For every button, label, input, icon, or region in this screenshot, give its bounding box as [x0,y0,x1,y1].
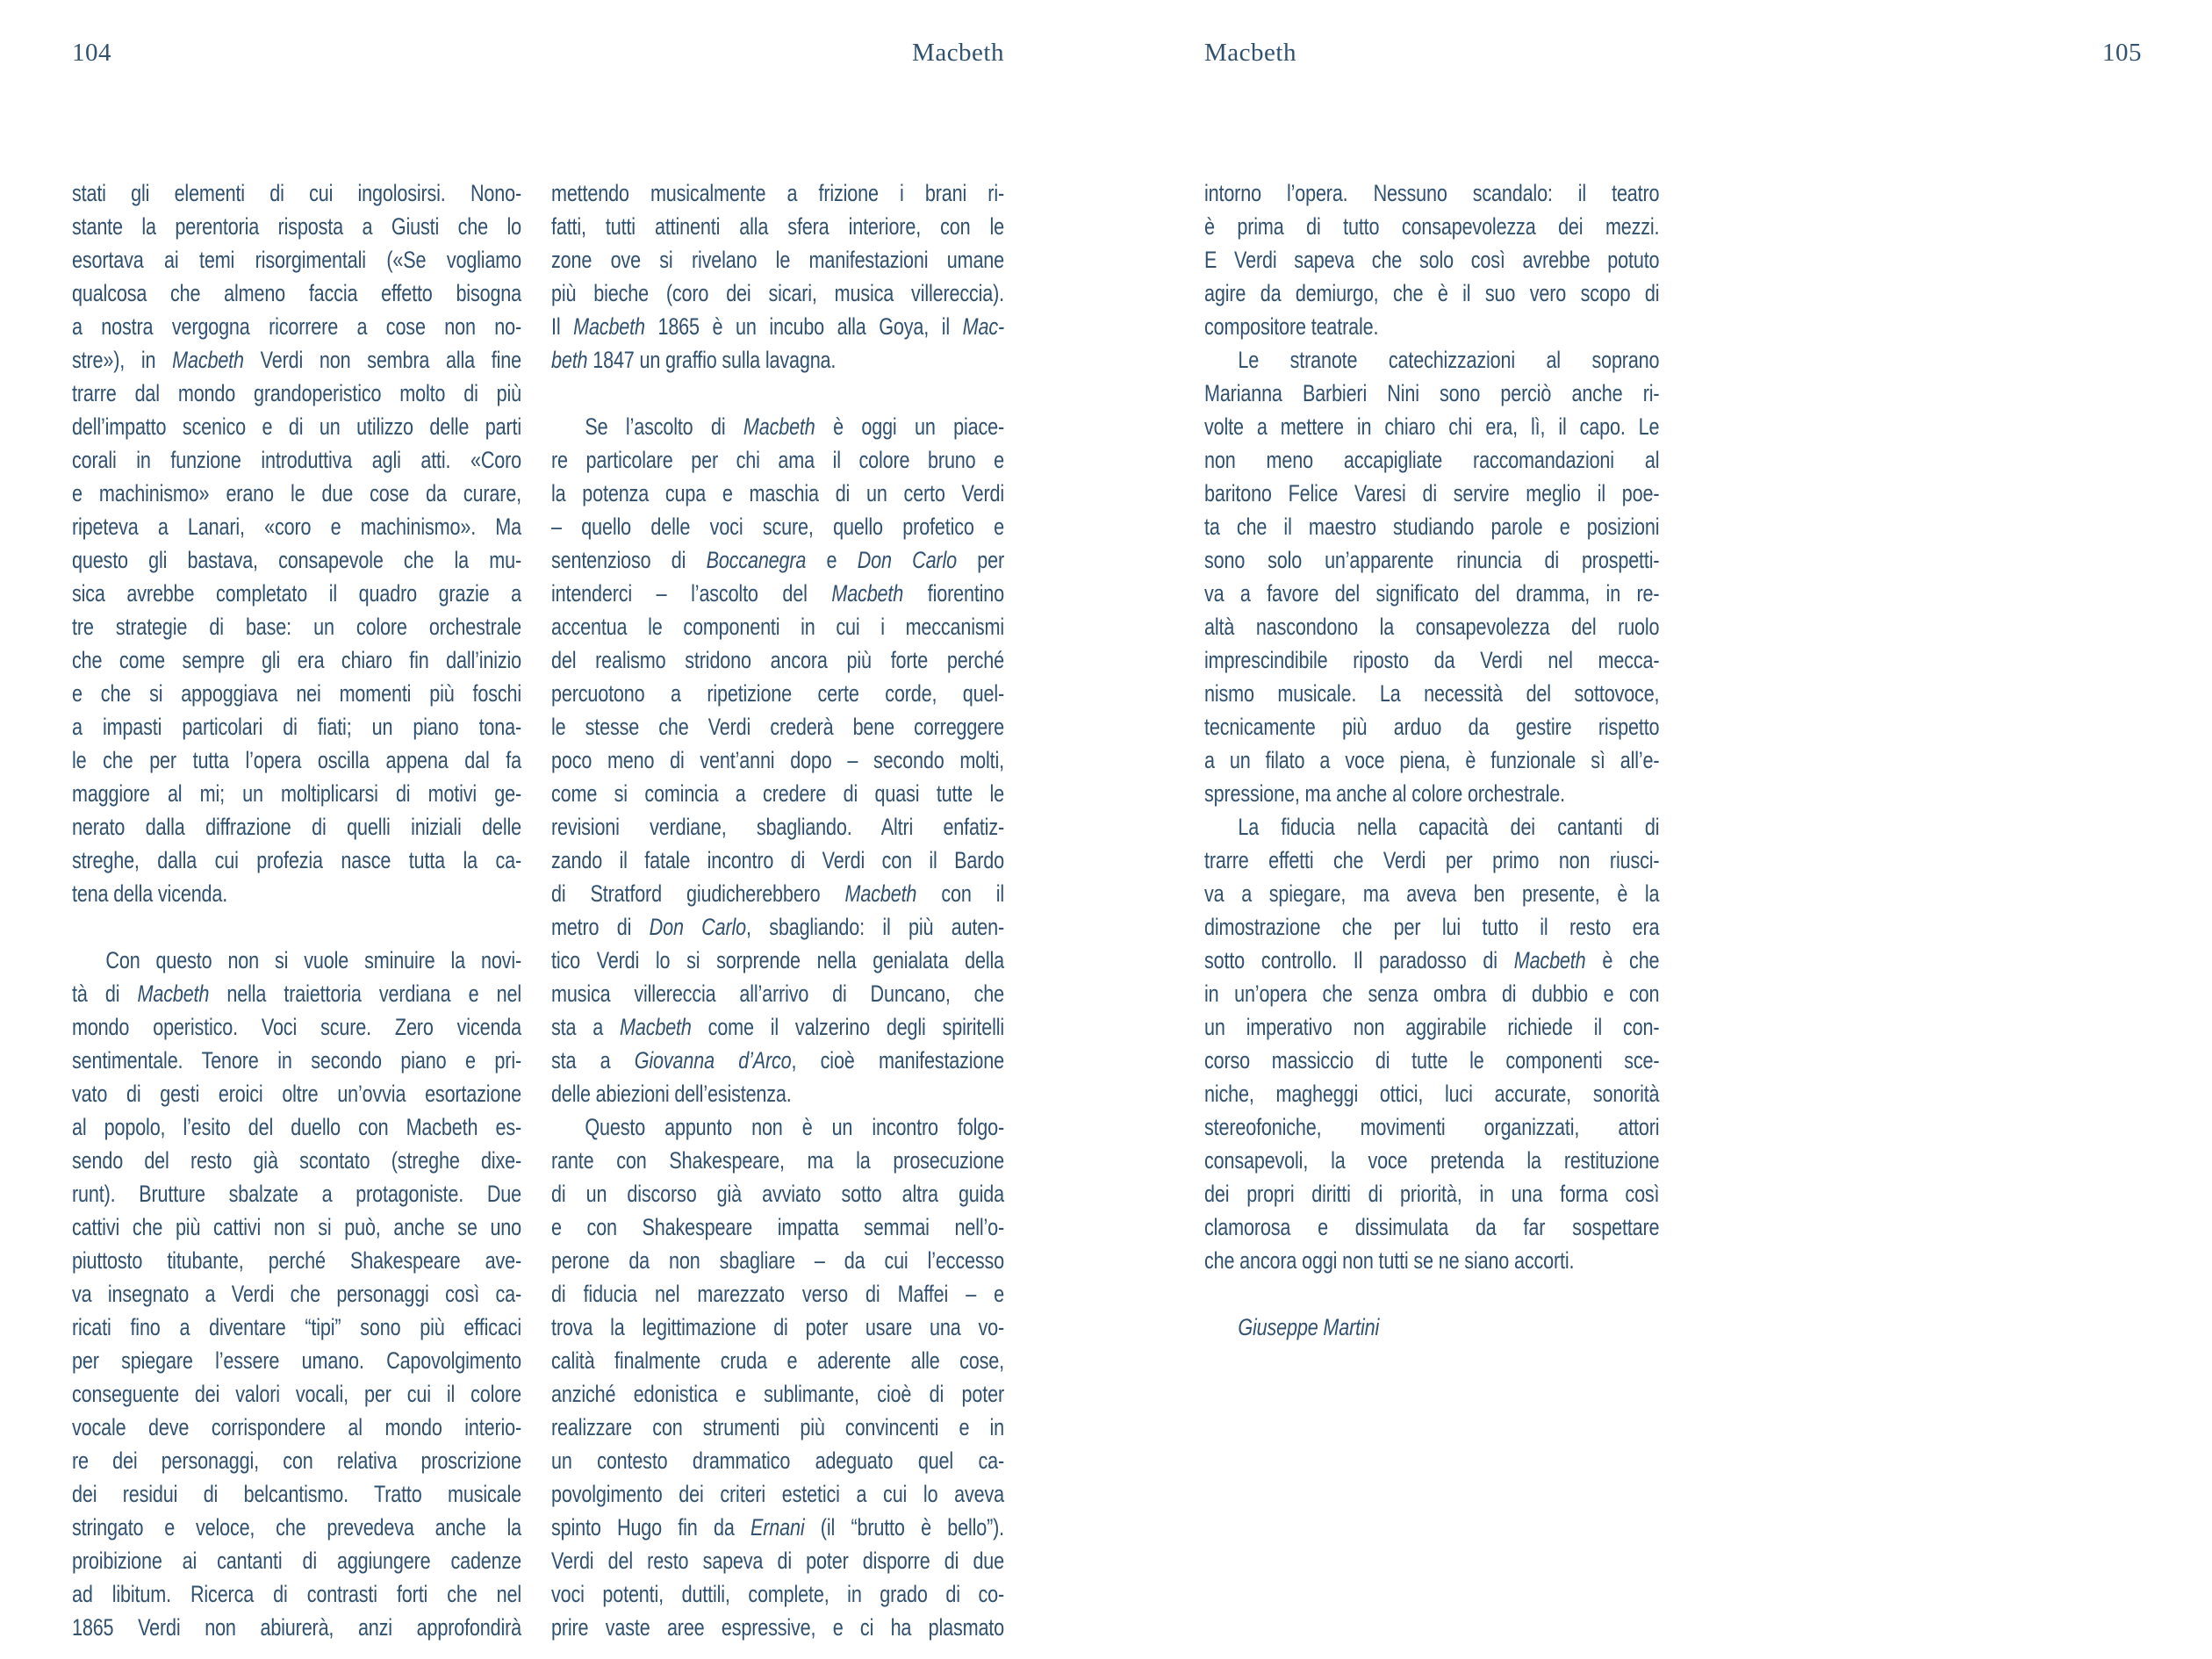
text-line: dei residui di belcantismo. Tratto musicale [72,1481,521,1507]
text-line: stre»), in Macbeth Verdi non sembra alla fine [72,347,521,373]
text-column-left [72,176,521,1644]
text-line: stringato e veloce, che prevedeva anche la [72,1514,521,1540]
text-line: e che si appoggiava nei momenti più foschi [72,680,521,707]
text-line: conseguente dei valori vocali, per cui il colore [72,1381,521,1407]
text-line: tena della vicenda. [72,880,228,907]
text-line: sono solo un’apparente rinuncia di prospetti- [1204,547,1660,573]
text-line: delle abiezioni dell’esistenza. [551,1081,792,1107]
text-line: questo gli bastava, consapevole che la mu- [72,547,521,573]
text-line: maggiore al mi; un moltiplicarsi di motivi ge- [72,780,521,807]
text-line: sta a Giovanna d’Arco, cioè manifestazione [551,1047,1004,1074]
text-line: re dei personaggi, con relativa proscrizione [72,1447,521,1474]
text-line: zando il fatale incontro di Verdi con il Bardo [551,847,1004,873]
text-line: stereofoniche, movimenti organizzati, attori [1204,1114,1660,1140]
text-line: ta che il maestro studiando parole e posizioni [1204,514,1660,540]
text-line: vato di gesti eroici oltre un’ovvia esortazione [72,1081,521,1107]
text-line: mondo operistico. Voci scure. Zero vicenda [72,1014,521,1040]
text-line: re particolare per chi ama il colore bruno e [551,447,1004,473]
text-line: nismo musicale. La necessità del sottovoce, [1204,680,1660,707]
text-line: piuttosto titubante, perché Shakespeare ave- [72,1247,521,1274]
text-line: la potenza cupa e maschia di un certo Verdi [551,480,1004,506]
text-line: Verdi del resto sapeva di poter disporre di due [551,1548,1004,1574]
text-line: corso massiccio di tutte le componenti sce- [1204,1047,1660,1074]
text-line: Se l’ascolto di Macbeth è oggi un piace- [585,413,1005,440]
text-line: proibizione ai cantanti di aggiungere cadenze [72,1548,521,1574]
text-line: tre strategie di base: un colore orchestrale [72,614,521,640]
text-line: anziché edonistica e sublimante, cioè di poter [551,1381,1004,1407]
text-line: povolgimento dei criteri estetici a cui lo aveva [551,1481,1004,1507]
text-line: rante con Shakespeare, ma la prosecuzione [551,1147,1004,1174]
text-line: trarre effetti che Verdi per primo non riusci- [1204,847,1660,873]
text-line: sotto controllo. Il paradosso di Macbeth è che [1204,947,1660,973]
text-line: cattivi che più cattivi non si può, anche se uno [72,1214,521,1240]
text-line: intorno l’opera. Nessuno scandalo: il teatro [1204,180,1660,206]
text-line: tà di Macbeth nella traiettoria verdiana e nel [72,980,521,1007]
blank-line [72,910,521,944]
text-line: del realismo stridono ancora più forte perché [551,647,1004,673]
text-line: musica villereccia all’arrivo di Duncano, che [551,980,1004,1007]
text-line: e machinismo» erano le due cose da curare, [72,480,521,506]
text-line: a impasti particolari di fiati; un piano tona- [72,714,521,740]
text-line: le stesse che Verdi crederà bene correggere [551,714,1004,740]
text-column-middle-content [551,176,1004,1644]
text-line: runt). Brutture sbalzate a protagoniste. Due [72,1181,521,1207]
text-line: che come sempre gli era chiaro fin dall’inizio [72,647,521,673]
text-line: baritono Felice Varesi di servire meglio il poe- [1204,480,1660,506]
text-line: di un discorso già avviato sotto altra guida [551,1181,1004,1207]
text-line: poco meno di vent’anni dopo – secondo molti, [551,747,1004,773]
text-line: che ancora oggi non tutti se ne siano accorti. [1204,1247,1575,1274]
text-line: sentenzioso di Boccanegra e Don Carlo per [551,547,1004,573]
text-line: beth 1847 un graffio sulla lavagna. [551,347,837,373]
text-column-right-content [1204,176,1659,1344]
text-line: va a spiegare, ma aveva ben presente, è la [1204,880,1660,907]
text-line: al popolo, l’esito del duello con Macbeth es- [72,1114,521,1140]
text-line: stati gli elementi di cui ingolosirsi. Nono- [72,180,521,206]
text-line: non meno accapigliate raccomandazioni al [1204,447,1660,473]
text-line: voci potenti, duttili, complete, in grado di co- [551,1581,1004,1607]
text-line: accentua le componenti in cui i meccanismi [551,614,1004,640]
text-line: Con questo non si vuole sminuire la novi- [105,947,522,973]
text-line: La fiducia nella capacità dei cantanti di [1238,814,1660,840]
text-line: sta a Macbeth come il valzerino degli spiritelli [551,1014,1004,1040]
text-line: fatti, tutti attinenti alla sfera interiore, con le [551,213,1004,240]
text-line: va insegnato a Verdi che personaggi così ca- [72,1281,521,1307]
text-line: a nostra vergogna ricorrere a cose non no- [72,313,521,340]
text-line: va a favore del significato del dramma, in re- [1204,580,1660,607]
text-line: dimostrazione che per lui tutto il resto era [1204,914,1660,940]
text-line: più bieche (coro dei sicari, musica villereccia). [551,280,1004,306]
text-line: agire da demiurgo, che è il suo vero scopo di [1204,280,1660,306]
text-line: Giuseppe Martini [1238,1314,1380,1340]
text-line: esortava ai temi risorgimentali («Se vogliamo [72,247,521,273]
text-line: Il Macbeth 1865 è un incubo alla Goya, il Mac- [551,313,1004,340]
text-line: metro di Don Carlo, sbagliando: il più auten- [551,914,1004,940]
text-line: dei propri diritti di priorità, in una forma così [1204,1181,1660,1207]
text-line: compositore teatrale. [1204,313,1379,340]
text-line: e con Shakespeare impatta semmai nell’o- [551,1214,1004,1240]
text-line: streghe, dalla cui profezia nasce tutta la ca- [72,847,521,873]
text-line: sentimentale. Tenore in secondo piano e pri- [72,1047,521,1074]
page-number-left: 104 [72,39,111,67]
blank-line [551,377,1004,410]
text-line: intenderci – l’ascolto del Macbeth fiorentino [551,580,1004,607]
running-title-right: Macbeth [1204,39,1296,67]
text-line: calità finalmente cruda e aderente alle cose, [551,1347,1004,1374]
text-line: per spiegare l’essere umano. Capovolgimento [72,1347,521,1374]
text-line: di Stratford giudicherebbero Macbeth con il [551,880,1005,907]
text-line: realizzare con strumenti più convincenti e in [551,1414,1004,1440]
text-line: Questo appunto non è un incontro folgo- [585,1114,1004,1140]
text-line: percuotono a ripetizione certe corde, quel- [551,680,1004,707]
text-line: revisioni verdiane, sbagliando. Altri enfatiz- [551,814,1004,840]
text-column-left-content [72,176,521,1644]
text-line: zone ove si rivelano le manifestazioni umane [551,247,1004,273]
text-column-right [1204,176,1659,1344]
text-line: perone da non sbagliare – da cui l’eccesso [551,1247,1004,1274]
text-line: ricati fino a diventare “tipi” sono più efficaci [72,1314,521,1340]
text-line: volte a mettere in chiaro chi era, lì, il capo. Le [1204,413,1660,440]
page-number-right: 105 [2102,39,2142,67]
text-line: E Verdi sapeva che solo così avrebbe potuto [1204,247,1660,273]
text-line: un contesto drammatico adeguato quel ca- [551,1447,1004,1474]
text-column-middle [551,176,1004,1644]
text-line: Marianna Barbieri Nini sono perciò anche ri- [1204,380,1660,406]
text-line: in un’opera che senza ombra di dubbio e con [1204,980,1660,1007]
text-line: un imperativo non aggirabile richiede il con- [1204,1014,1660,1040]
text-line: consapevoli, la voce pretenda la restituzione [1204,1147,1660,1174]
text-line: niche, magheggi ottici, luci accurate, sonorità [1204,1081,1660,1107]
text-line: 1865 Verdi non abiurerà, anzi approfondirà [72,1614,521,1641]
text-line: è prima di tutto consapevolezza dei mezzi. [1204,213,1660,240]
text-line: – quello delle voci scure, quello profetico e [551,514,1004,540]
text-line: corali in funzione introduttiva agli atti. «Coro [72,447,521,473]
text-line: prire vaste aree espressive, e ci ha plasmato [551,1614,1004,1641]
text-line: Le stranote catechizzazioni al soprano [1238,347,1660,373]
blank-line [1204,1277,1659,1311]
text-line: di fiducia nel marezzato verso di Maffei – e [551,1281,1004,1307]
text-line: come si comincia a credere di quasi tutte le [551,780,1004,807]
text-line: ripeteva a Lanari, «coro e machinismo». Ma [72,514,521,540]
text-line: stante la perentoria risposta a Giusti che lo [72,213,521,240]
text-line: trova la legittimazione di poter usare una vo- [551,1314,1004,1340]
text-line: sendo del resto già scontato (streghe dixe- [72,1147,521,1174]
text-line: qualcosa che almeno faccia effetto bisogna [72,280,521,306]
text-line: a un filato a voce piena, è funzionale sì all’e- [1204,747,1660,773]
text-line: dell’impatto scenico e di un utilizzo delle parti [72,413,521,440]
text-line: mettendo musicalmente a frizione i brani ri- [551,180,1004,206]
text-line: altà nascondono la consapevolezza del ruolo [1204,614,1660,640]
text-line: tecnicamente più arduo da gestire rispetto [1204,714,1660,740]
text-line: trarre dal mondo grandoperistico molto di più [72,380,521,406]
text-line: le che per tutta l’opera oscilla appena dal fa [72,747,521,773]
text-line: tico Verdi lo si sorprende nella genialata della [551,947,1004,973]
text-line: sica avrebbe completato il quadro grazie a [72,580,521,607]
text-line: vocale deve corrispondere al mondo interio- [72,1414,521,1440]
text-line: spinto Hugo fin da Ernani (il “brutto è bello”). [551,1514,1004,1540]
text-line: spressione, ma anche al colore orchestrale. [1204,780,1565,807]
text-line: imprescindibile riposto da Verdi nel mecca- [1204,647,1660,673]
running-title-left: Macbeth [912,39,1004,67]
text-line: clamorosa e dissimulata da far sospettare [1204,1214,1660,1240]
text-line: nerato dalla diffrazione di quelli iniziali delle [72,814,521,840]
text-line: ad libitum. Ricerca di contrasti forti che nel [72,1581,521,1607]
